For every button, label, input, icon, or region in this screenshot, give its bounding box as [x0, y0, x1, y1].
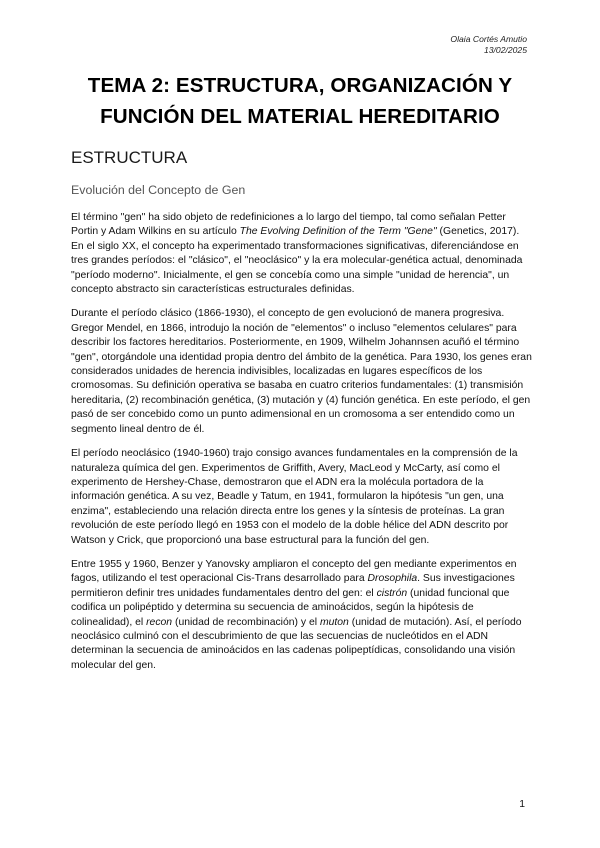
- paragraph-4-text-e: (unidad funcional que codifica un polipéptido y determina su secuencia de aminoácidos, según la hipótesis de colinealidad), el: [71, 587, 510, 628]
- page-title: TEMA 2: ESTRUCTURA, ORGANIZACIÓN Y FUNCIÓN DEL MATERIAL HEREDITARIO: [87, 74, 513, 128]
- term-cistron: cistrón: [376, 587, 408, 599]
- section-heading: ESTRUCTURA: [71, 148, 188, 167]
- body-text: [71, 211, 533, 683]
- paragraph-1-text-a: El término "gen" ha sido objeto de redefiniciones a lo largo del tiempo, tal como señalan Petter Portin y Adam Wilkins en su artículo: [71, 212, 506, 238]
- paragraph-4-text-a: Entre 1955 y 1960, Benzer y Yanovsky ampliaron el concepto del gen mediante experimentos en fagos, utilizando el test operacional Cis-Trans desarrollado para: [71, 558, 517, 585]
- author-name: Olaia Cortés Amutio: [450, 34, 527, 44]
- paragraph-1-text-c: (Genetics, 2017). En el siglo XX, el concepto ha experimentado transformaciones significativas, diferenciándose en tres grandes períodos: el "clásico", el "neoclásico" y la era molecular-genética actual, denominada "período moderno". Inicialmente, el gen se concebía como una simple "unidad de herencia", un concepto abstracto sin características estructurales definidas.: [71, 226, 523, 296]
- paragraph-3: El período neoclásico (1940-1960) trajo consigo avances fundamentales en la comprensión de la naturaleza química del gen. Experimentos de Griffith, Avery, MacLeod y McCarty, así como el experimento de Hershey-Chase, demostraron que el ADN era la molécula portadora de la información genética. A su vez, Beadle y Tatum, en 1941, formularon la hipótesis "un gen, una enzima", estableciendo una relación directa entre los genes y la síntesis de proteínas. La gran revolución de este período llegó en 1953 con el modelo de la doble hélice del ADN descrito por Watson y Crick, que proporcionó una base estructural para la función del gen.: [71, 448, 518, 546]
- term-drosophila: Drosophila: [367, 573, 418, 585]
- paragraph-4-text-g: (unidad de recombinación) y el: [172, 616, 320, 628]
- term-muton: muton: [319, 616, 349, 628]
- article-title: The Evolving Definition of the Term "Gene": [239, 226, 437, 238]
- sub-heading: Evolución del Concepto de Gen: [71, 183, 246, 197]
- paragraph-4-text-i: (unidad de mutación). Así, el período neoclásico culminó con el descubrimiento de que las secuencias de nucleótidos en el ADN determinan la secuencia de aminoácidos en las cadenas polipeptídicas, consolidando una visión molecular del gen.: [71, 616, 522, 671]
- term-recon: recon: [146, 616, 173, 628]
- page-number: 1: [519, 799, 525, 810]
- paragraph-1: [71, 211, 533, 297]
- header-meta: [450, 34, 527, 56]
- paragraph-4-text-c: . Sus investigaciones permitieron definir tres unidades fundamentales dentro del gen: el: [71, 573, 515, 599]
- document-date: 13/02/2025: [483, 45, 527, 55]
- paragraph-4: [71, 558, 533, 673]
- paragraph-2: Durante el período clásico (1866-1930), el concepto de gen evolucionó de manera progresiva. Gregor Mendel, en 1866, introdujo la noción de "elementos" o incluso "elementos celulares" para describir los factores hereditarios. Posteriormente, en 1909, Wilhelm Johannsen acuñó el término "gen", otorgándole una identidad propia dentro del ámbito de la genética. Para 1930, los genes eran considerados unidades de herencia indivisibles, localizadas en lugares específicos de los cromosomas. Su definición operativa se basaba en cuatro criterios fundamentales: (1) transmisión hereditaria, (2) recombinación genética, (3) mutación y (4) función genética. En este período, el gen pasó de ser concebido como un punto adimensional en un cromosoma a ser entendido como un segmento lineal dentro de él.: [71, 308, 532, 435]
